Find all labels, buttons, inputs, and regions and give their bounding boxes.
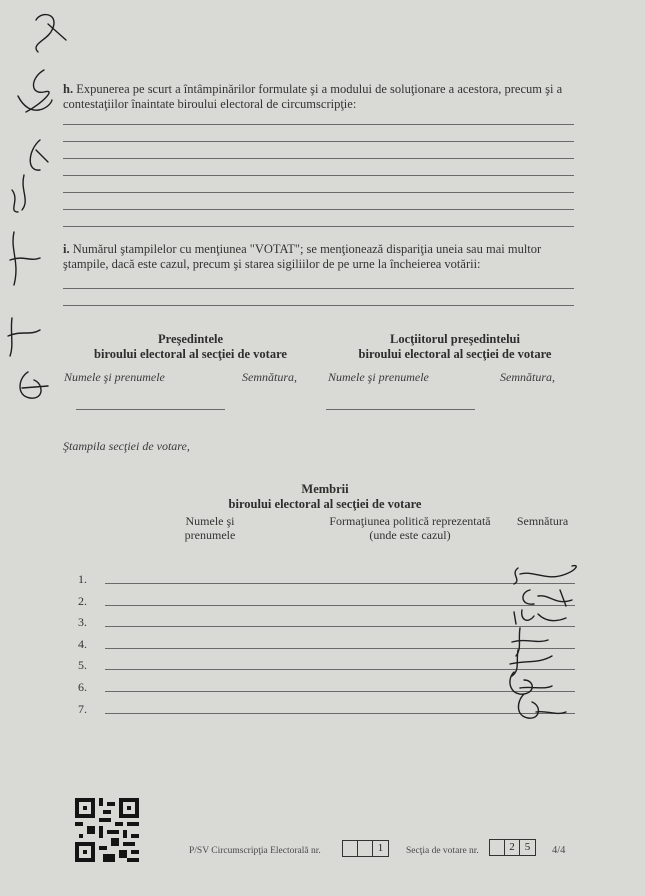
col-party-line1: Formaţiunea politică reprezentată [329, 514, 491, 528]
col-name-line2: prenumele [184, 528, 236, 542]
col-party-line2: (unde este cazul) [369, 528, 451, 542]
circumscription-digit [357, 840, 373, 857]
margin-signature [36, 15, 66, 52]
section-digit: 5 [519, 839, 536, 856]
qr-code [75, 798, 139, 862]
member-row-number: 4. [78, 637, 87, 651]
section-h-letter: h. [63, 82, 74, 96]
vice-president-signature-label: Semnătura, [500, 370, 555, 384]
section-digit: 2 [504, 839, 520, 856]
margin-signature [10, 232, 40, 285]
member-row-number: 3. [78, 615, 87, 629]
member-row-number: 7. [78, 702, 87, 716]
president-subtitle: biroului electoral al secţiei de votare [94, 347, 287, 361]
vice-president-title: Locţiitorul preşedintelui [390, 332, 520, 346]
president-title: Preşedintele [157, 332, 224, 346]
margin-signature [18, 70, 52, 112]
circumscription-digit: 1 [372, 840, 389, 857]
row-signature [510, 672, 552, 694]
page-number: 4/4 [552, 845, 566, 856]
member-row-number: 2. [78, 594, 87, 608]
section-i-body: Numărul ştampilelor cu menţiunea "VOTAT"; se menţionează dispariţia uneia sau mai multor ştampile, dacă este cazul, precum şi starea sigiliilor de pe urne la încheierea votării: [63, 242, 542, 271]
margin-signature [20, 372, 48, 398]
member-row-number: 6. [78, 680, 87, 694]
section-i-letter: i. [63, 242, 70, 256]
col-name-line1: Numele şi [185, 514, 235, 528]
section-digit [489, 839, 505, 856]
section-h-body: Expunerea pe scurt a întâmpinărilor formulate şi a modului de soluţionare a acestora, precum şi a contestaţiilor înaintate biroului electoral de circumscripţie: [63, 82, 563, 111]
member-row-number: 1. [78, 572, 87, 586]
president-signature-label: Semnătura, [242, 370, 297, 384]
vice-president-name-label: Numele şi prenumele [328, 370, 429, 384]
row-signature [518, 694, 566, 718]
margin-signature [8, 318, 40, 356]
col-signature-header: Semnătura [516, 514, 569, 528]
margin-signature [12, 140, 48, 212]
section-label: Secţia de votare nr. [406, 846, 479, 856]
row-signature [523, 590, 572, 606]
circumscription-label: P/SV Circumscripţia Electorală nr. [189, 846, 321, 856]
member-row-number: 5. [78, 658, 87, 672]
row-signature [514, 610, 566, 624]
president-name-label: Numele şi prenumele [64, 370, 165, 384]
members-title: Membrii [301, 482, 349, 496]
row-signature [510, 650, 552, 676]
vice-president-subtitle: biroului electoral al secţiei de votare [358, 347, 552, 361]
stamp-label: Ştampila secţiei de votare, [63, 439, 190, 453]
circumscription-digit [342, 840, 358, 857]
members-subtitle: biroului electoral al secţiei de votare [228, 497, 422, 511]
row-signature [514, 566, 576, 584]
